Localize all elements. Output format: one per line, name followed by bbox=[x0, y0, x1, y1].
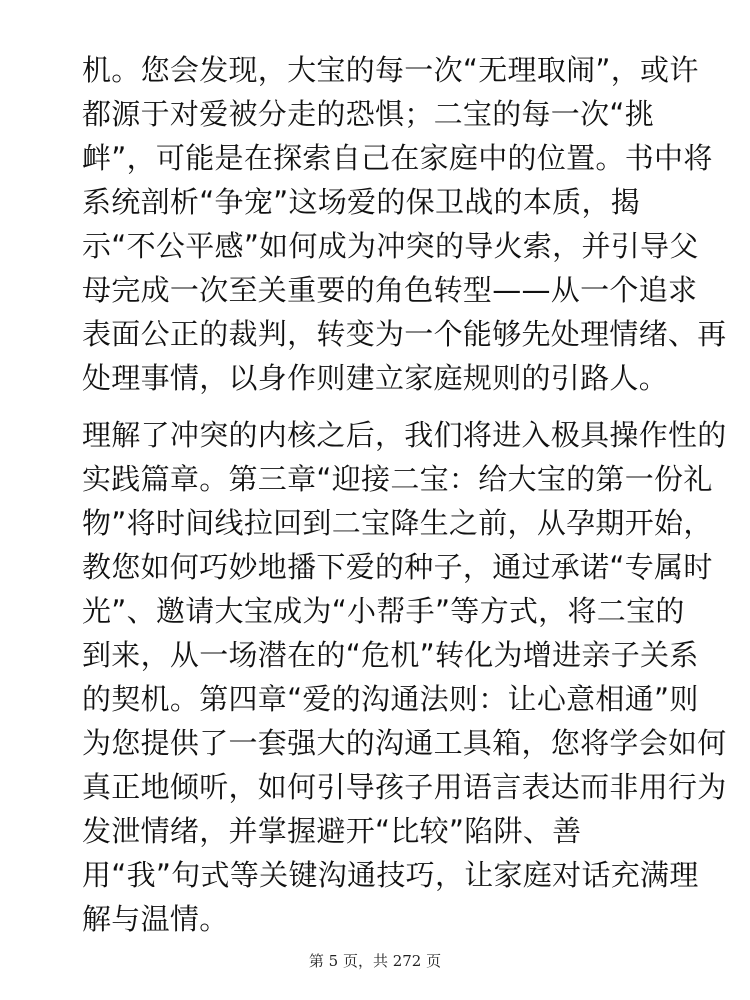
text-line: 用“我”句式等关键沟通技巧，让家庭对话充满理 bbox=[82, 858, 699, 892]
text-line: 母完成一次至关重要的角色转型——从一个追求 bbox=[82, 273, 698, 307]
text-line: 都源于对爱被分走的恐惧；二宝的每一次“挑 bbox=[82, 97, 655, 131]
text-line: 表面公正的裁判，转变为一个能够先处理情绪、再 bbox=[82, 317, 727, 351]
page-number-footer: 第 5 页，共 272 页 bbox=[308, 952, 442, 970]
text-line: 理解了冲突的内核之后，我们将进入极具操作性的 bbox=[82, 418, 727, 452]
text-line: 系统剖析“争宠”这场爱的保卫战的本质，揭 bbox=[82, 185, 641, 219]
text-line: 示“不公平感”如何成为冲突的导火索，并引导父 bbox=[82, 229, 699, 263]
text-line: 教您如何巧妙地播下爱的种子，通过承诺“专属时 bbox=[82, 550, 713, 584]
text-line: 到来，从一场潜在的“危机”转化为增进亲子关系 bbox=[82, 638, 699, 672]
paragraph bbox=[82, 48, 727, 400]
text-line: 机。您会发现，大宝的每一次“无理取闹”，或许 bbox=[82, 53, 699, 87]
text-line: 真正地倾听，如何引导孩子用语言表达而非用行为 bbox=[82, 770, 727, 804]
text-line: 发泄情绪，并掌握避开“比较”陷阱、善 bbox=[82, 814, 582, 848]
text-line: 为您提供了一套强大的沟通工具箱，您将学会如何 bbox=[82, 726, 727, 760]
text-line: 解与温情。 bbox=[82, 902, 229, 936]
paragraph bbox=[82, 413, 727, 941]
text-line: 的契机。第四章“爱的沟通法则：让心意相通”则 bbox=[82, 682, 699, 716]
paragraph-gap bbox=[82, 400, 682, 413]
text-line: 衅”，可能是在探索自己在家庭中的位置。书中将 bbox=[82, 141, 713, 175]
text-line: 物”将时间线拉回到二宝降生之前，从孕期开始， bbox=[82, 506, 713, 540]
text-line: 实践篇章。第三章“迎接二宝：给大宝的第一份礼 bbox=[82, 462, 713, 496]
document-body bbox=[82, 48, 727, 941]
text-line: 光”、邀请大宝成为“小帮手”等方式，将二宝的 bbox=[82, 594, 685, 628]
text-line: 处理事情，以身作则建立家庭规则的引路人。 bbox=[82, 361, 669, 395]
